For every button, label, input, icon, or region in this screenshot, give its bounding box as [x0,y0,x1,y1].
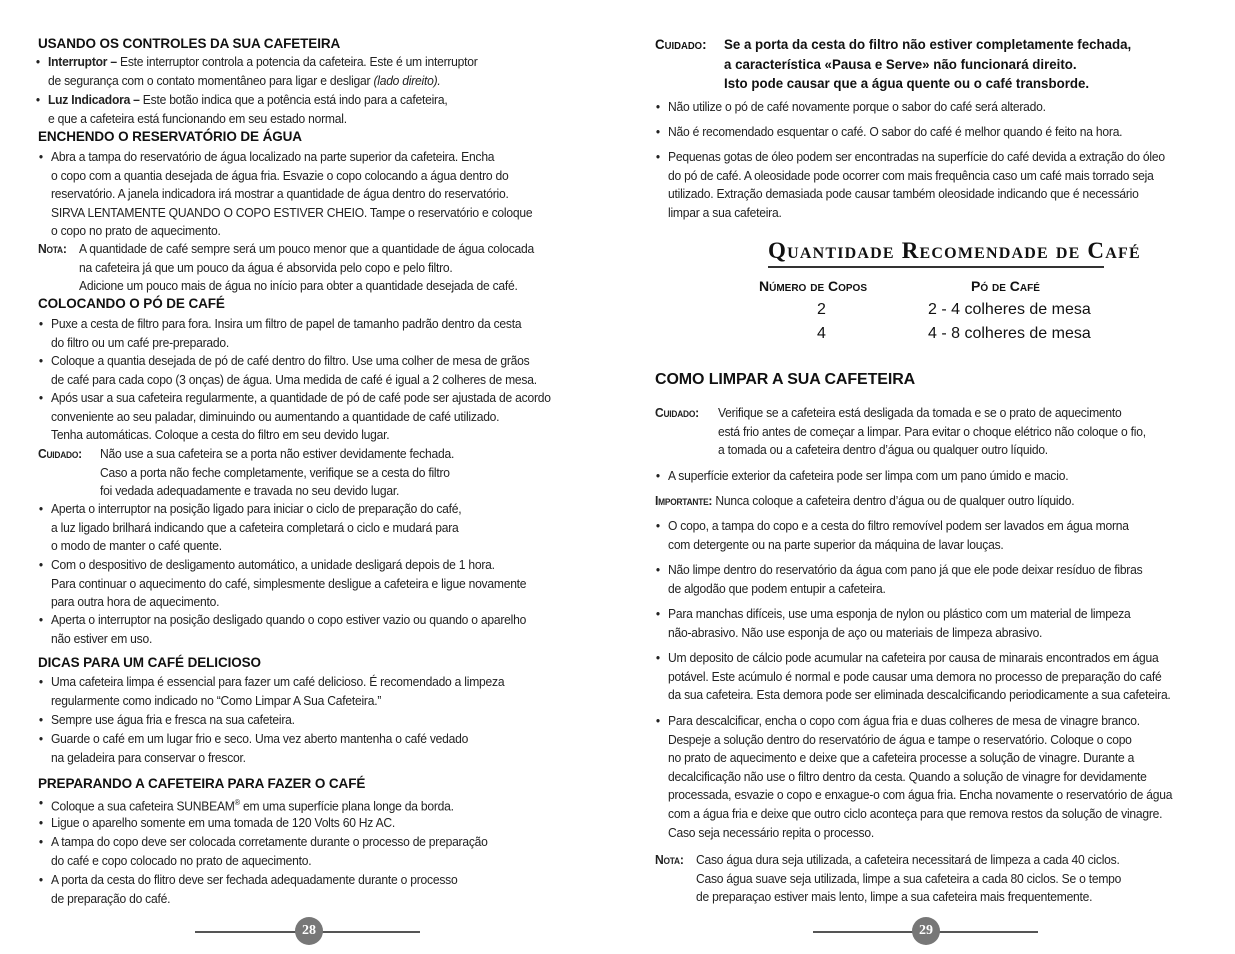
bullet-marker: • [655,468,660,483]
section-title-preparando: PREPARANDO A CAFETEIRA PARA FAZER O CAFÉ [38,776,366,791]
bullet-marker: • [655,518,660,533]
section-title-limpar: COMO LIMPAR A SUA CAFETEIRA [655,371,916,388]
caution-label: Cuidado: [38,446,82,461]
table-title: Quantidade Recomendade de Café [768,238,1104,268]
bullet-marker: • [655,606,660,621]
bullet-tampa-copo: • A tampa do copo deve ser colocada corretamente durante o processo de preparação do café e copo colocado no prato de aquecimento. [38,834,488,868]
important-note: Importante: Nunca coloque a cafeteira dentro d’água ou de qualquer outro líquido. [655,493,1075,508]
section-title-reservatorio: ENCHENDO O RESERVATÓRIO DE ÁGUA [38,129,302,144]
page-number: 28 [295,917,323,945]
caution-label: Cuidado: [655,405,699,420]
bullet-ajuste-paladar: • Após usar a sua cafeteira regularmente, a quantidade de pó de café pode ser ajustada de acordo conveniente ao seu paladar, diminuindo ou aumentando a quantidade de café utilizado. Tenha automáticas. Coloque a cesta do filtro em seu devido lugar. [38,390,551,443]
bullet-marker: • [38,390,43,405]
table-cell-copos: 4 [817,325,826,342]
bullet-aperta-ligado: • Aperta o interruptor na posição ligado para iniciar o ciclo de preparação do café, a luz ligado brilhará indicando que a cafeteira completará o ciclo e mudará para o modo de manter o café quente. [38,501,462,554]
bullet-marker: • [38,353,43,368]
note-text: Caso água dura seja utilizada, a cafeteira necessitará de limpeza a cada 40 ciclos. Caso água suave seja utilizada, limpe a sua cafeteira a cada 80 ciclos. Se o tempo de preparaçao estiver mais lento, limpe a sua cafeteira mais frequentemente. [696,852,1122,905]
bullet-gotas-oleo: • Pequenas gotas de óleo podem ser encontradas na superfície do café devida a extração do óleo do pó de café. A oleosidade pode ocorrer com mais frequência caso um café mais torrado seja utilizado. Extração demasiada pode causar também oleosidade indicando que é necessário limpar a sua cafeteira. [655,149,1165,220]
bullet-nao-utilize: • Não utilize o pó de café novamente porque o sabor do café será alterado. [668,98,1046,117]
bullet-interruptor: • Interruptor – Este interruptor controla a potencia da cafeteira. Este é um interruptor de segurança com o contato momentâneo para ligar e desligar (lado direito). [35,54,478,88]
bullet-nao-esquentar: • Não é recomendado esquentar o café. O sabor do café é melhor quando é feito na hora. [668,123,1122,142]
page-29 [618,0,1235,954]
bullet-marker: • [38,712,43,727]
bullet-marker: • [38,815,43,830]
bullet-deposito-calcio: • Um deposito de cálcio pode acumular na cafeteira por causa de minarais encontrados em água potável. Este acúmulo é normal e pode causar uma demora no processo de preparação do café da sua cafeteira. Esta demora pode ser eliminada descalcificando periodicamente a sua cafeteira. [655,650,1171,703]
table-header-copos: Número de Copos [759,278,868,294]
bullet-marker: • [38,149,43,164]
bullet-coloque-cafeteira: • Coloque a sua cafeteira SUNBEAM® em uma superfície plana longe da borda. [38,795,454,814]
table-cell-copos: 2 [817,301,826,318]
table-cell-po: 2 - 4 colheres de mesa [928,301,1091,318]
bullet-marker: • [38,557,43,572]
section-title-po-de-cafe: COLOCANDO O PÓ DE CAFÉ [38,296,225,311]
bullet-copo-tampa: • O copo, a tampa do copo e a cesta do filtro removível podem ser lavados em água morna com detergente ou na parte superior da máquina de lavar louças. [655,518,1129,552]
bullet-marker: • [38,834,43,849]
section-title-controls: USANDO OS CONTROLES DA SUA CAFETEIRA [38,36,341,51]
note-text: A quantidade de café sempre será um pouco menor que a quantidade de água colocada na cafeteira já que um pouco da água é absorvida pelo copo e pelo filtro. Adicione um pouco mais de água no início para obter a quantidade desejada de café. [79,241,535,294]
bullet-marker: • [38,316,43,331]
bullet-marker: • [38,872,43,887]
bullet-cafeteira-limpa: • Uma cafeteira limpa é essencial para fazer um café delicioso. É recomendado a limpeza regularmente como indicado no “Como Limpar A Sua Cafeteira.” [38,674,505,708]
bullet-abra-tampa: • Abra a tampa do reservatório de água localizado na parte superior da cafeteira. Encha o copo com a quantia desejada de água fria. Esvazie o copo colocando a água dentro do reservatório. A janela indicadora irá mostrar a quantidade de água dentro do reservatório. SIRVA LENTAMENTE QUANDO O COPO ESTIVER CHEIO. Tampe o reservatório e coloque o copo no prato de aquecimento. [38,149,533,239]
bullet-marker: • [38,612,43,627]
bullet-puxe-cesta: • Puxe a cesta de filtro para fora. Insira um filtro de papel de tamanho padrão dentro da cesta do filtro ou um café pre-preparado. [38,316,522,350]
bullet-quantia-po: • Coloque a quantia desejada de pó de café dentro do filtro. Use uma colher de mesa de grãos de café para cada copo (3 onças) de água. Uma medida de café é igual a 2 colheres de mesa. [38,353,537,387]
section-title-dicas: DICAS PARA UM CAFÉ DELICIOSO [38,655,261,670]
bullet-desligamento-automatico: • Com o despositivo de desligamento automático, a unidade desligará depois de 1 hora. Para continuar o aquecimento do café, simplesmente desligue a cafeteira e ligue novamente para outra hora de aquecimento. [38,557,527,610]
bullet-luz-indicadora: • Luz Indicadora – Este botão indica que a potência está indo para a cafeteira, e que a cafeteira está funcionando em seu estado normal. [35,92,448,126]
bullet-marker: • [38,795,43,810]
bullet-nao-limpe: • Não limpe dentro do reservatório da água com pano já que ele pode deixar resíduo de fibras de algodão que podem entupir a cafeteira. [655,562,1143,596]
bullet-marker: • [655,650,660,665]
caution-label-top: Cuidado: [655,36,707,52]
bullet-marker: • [38,731,43,746]
bullet-descalcificar: • Para descalcificar, encha o copo com água fria e duas colheres de mesa de vinagre branco. Despeje a solução dentro do reservatório de água e tampe o reservatório. Coloque o copo no prato de aquecimento e deixe que a cafeteira processe a solução de vinagre. Durante a decalcificação não use o filtro dentro da cesta. Quando a solução de vinagre for devidamente processada, esvazie o copo e enxague-o com água fria. Encha novamente o reservatório de água com a água fria e deixe que outro ciclo aconteça para que remova restos da solução de vinagre. Caso seja necessário repita o processo. [655,713,1173,840]
bullet-marker: • [38,501,43,516]
page-28 [0,0,617,954]
bullet-ligue-aparelho: • Ligue o aparelho somente em uma tomada de 120 Volts 60 Hz AC. [51,814,395,833]
note-label: Nota: [38,241,67,256]
bullet-marker: • [655,562,660,577]
bullet-marker: • [38,674,43,689]
bullet-marker: • [655,149,660,164]
bullet-aperta-desligado: • Aperta o interruptor na posição desligado quando o copo estiver vazio ou quando o aparelho não estiver em uso. [38,612,527,646]
bullet-marker: • [35,92,40,107]
bullet-manchas: • Para manchas difíceis, use uma esponja de nylon ou plástico com um material de limpeza não-abrasivo. Não use esponja de aço ou materiais de limpeza abrasivo. [655,606,1131,640]
caution-text: Verifique se a cafeteira está desligada da tomada e se o prato de aquecimento está frio antes de começar a limpar. Para evitar o choque elétrico não coloque o fio, a tomada ou a cafeteira dentro d’água ou qualquer outro líquido. [718,405,1146,458]
bullet-marker: • [35,54,40,69]
bullet-marker: • [655,99,660,114]
bullet-superficie-exterior: • A superfície exterior da cafeteira pode ser limpa com um pano úmido e macio. [668,467,1068,486]
bullet-marker: • [655,713,660,728]
bullet-marker: • [655,124,660,139]
page-number: 29 [912,917,940,945]
caution-top-text: Se a porta da cesta do filtro não estiver completamente fechada, a característica «Pausa e Serve» não funcionará direito. Isto pode causar que a água quente ou o café transborde. [724,36,1132,91]
note-label: Nota: [655,852,684,867]
bullet-agua-fria: • Sempre use água fria e fresca na sua cafeteira. [51,711,295,730]
table-cell-po: 4 - 8 colheres de mesa [928,325,1091,342]
caution-text: Não use a sua cafeteira se a porta não estiver devidamente fechada. Caso a porta não feche completamente, verifique se a cesta do filtro foi vedada adequadamente e travada no seu devido lugar. [100,446,455,499]
bullet-guarde-cafe: • Guarde o café em um lugar frio e seco. Uma vez aberto mantenha o café vedado na geladeira para conservar o frescor. [38,731,469,765]
bullet-porta-cesta: • A porta da cesta do flitro deve ser fechada adequadamente durante o processo de preparação do café. [38,872,458,906]
table-header-po: Pó de Café [971,278,1040,294]
